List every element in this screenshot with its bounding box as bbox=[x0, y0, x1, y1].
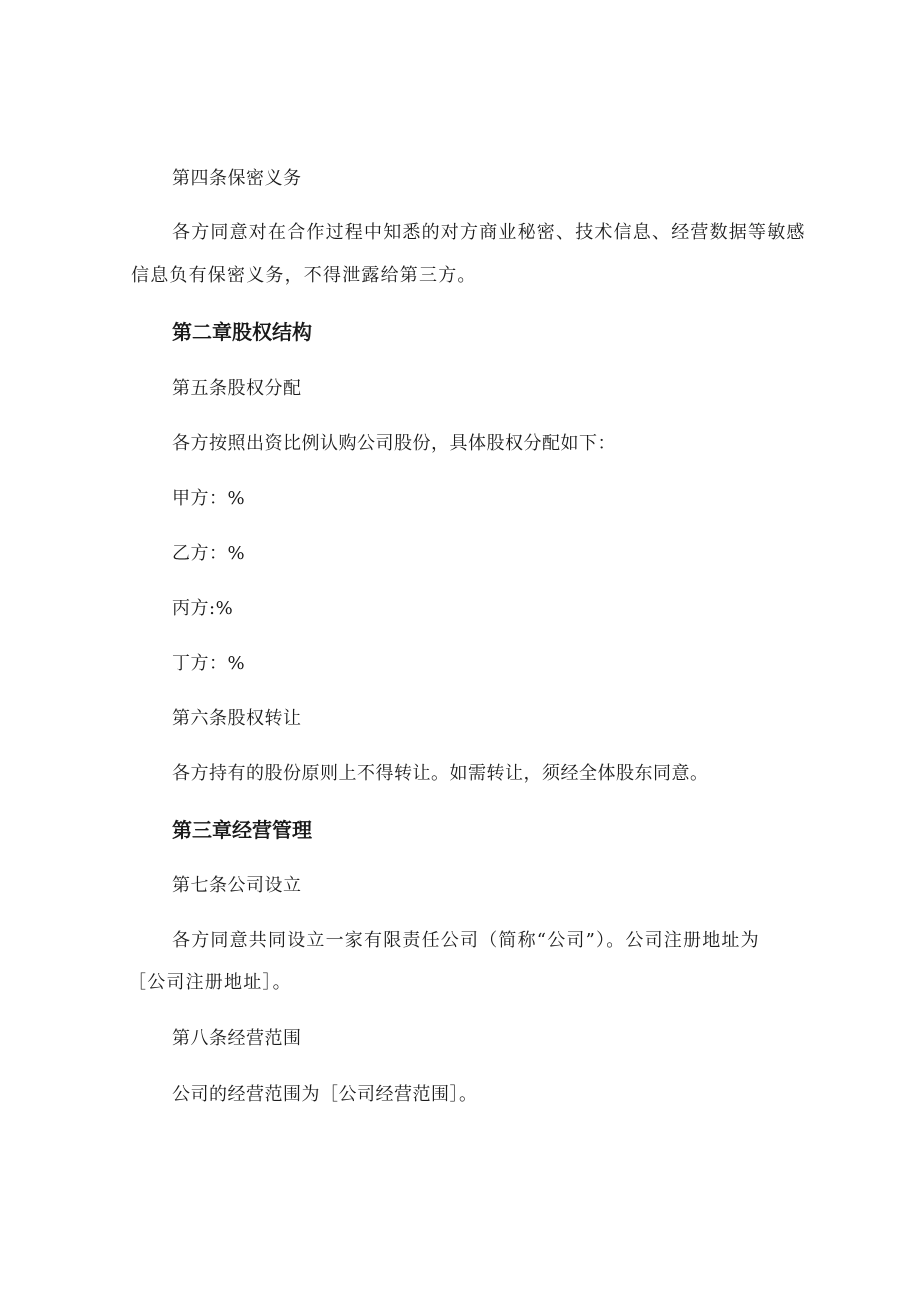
article-5-title: 第五条股权分配 bbox=[172, 378, 302, 399]
share-item-bing: 丙方:% bbox=[172, 598, 234, 619]
article-4-paragraph-line-1: 各方同意对在合作过程中知悉的对方商业秘密、技术信息、经营数据等敏感 bbox=[172, 222, 806, 243]
article-4-paragraph-line-2: 信息负有保密义务，不得泄露给第三方。 bbox=[131, 265, 477, 286]
article-7-paragraph-line-2: ［公司注册地址］。 bbox=[128, 972, 292, 993]
share-item-jia: 甲方：% bbox=[172, 488, 246, 509]
article-7-title: 第七条公司设立 bbox=[172, 875, 302, 896]
article-8-paragraph: 公司的经营范围为［公司经营范围］。 bbox=[172, 1084, 478, 1105]
article-8-title: 第八条经营范围 bbox=[172, 1028, 302, 1049]
share-item-yi: 乙方：% bbox=[172, 543, 246, 564]
article-4-title: 第四条保密义务 bbox=[172, 168, 302, 189]
share-item-ding: 丁方：% bbox=[172, 653, 246, 674]
article-6-paragraph: 各方持有的股份原则上不得转让。如需转让，须经全体股东同意。 bbox=[172, 763, 709, 784]
chapter-2-heading: 第二章股权结构 bbox=[172, 320, 312, 344]
article-5-paragraph: 各方按照出资比例认购公司股份，具体股权分配如下： bbox=[172, 433, 616, 454]
chapter-3-heading: 第三章经营管理 bbox=[172, 818, 312, 842]
article-7-paragraph-line-1: 各方同意共同设立一家有限责任公司（简称“公司”）。公司注册地址为 bbox=[172, 930, 760, 951]
article-6-title: 第六条股权转让 bbox=[172, 708, 302, 729]
